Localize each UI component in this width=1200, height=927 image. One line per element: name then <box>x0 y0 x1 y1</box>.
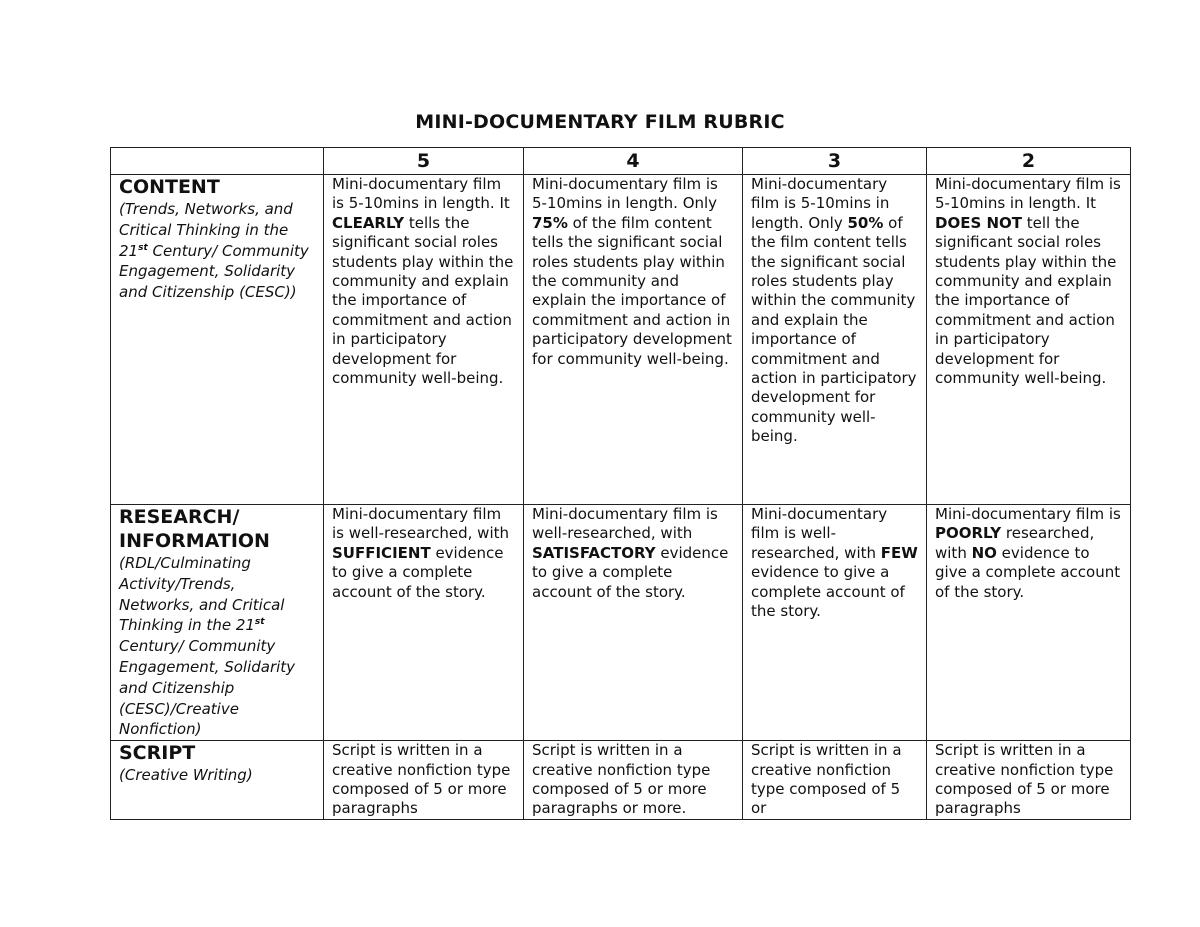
rubric-cell-script-5: Script is written in a creative nonfiction type composed of 5 or more paragraphs <box>324 741 524 820</box>
score-header-4: 4 <box>524 148 743 175</box>
table-row-content <box>111 175 1131 505</box>
rubric-cell-research-2: Mini-documentary film is POORLY researched, with NO evidence to give a complete account of the story. <box>927 505 1131 741</box>
rubric-cell-content-5: Mini-documentary film is 5-10mins in length. It CLEARLY tells the significant social roles students play within the community and explain the importance of commitment and action in participatory development for community well-being. <box>324 175 524 505</box>
criterion-description: (Trends, Networks, and Critical Thinking in the 21st Century/ Community Engagement, Solidarity and Citizenship (CESC)) <box>119 200 309 302</box>
table-row-research <box>111 505 1131 741</box>
rubric-cell-script-2: Script is written in a creative nonfiction type composed of 5 or more paragraphs <box>927 741 1131 820</box>
document-title: MINI-DOCUMENTARY FILM RUBRIC <box>415 111 785 133</box>
rubric-cell-content-2: Mini-documentary film is 5-10mins in length. It DOES NOT tell the significant social roles students play within the community and explain the importance of commitment and action in participatory development for community well-being. <box>927 175 1131 505</box>
rubric-cell-research-4: Mini-documentary film is well-researched, with SATISFACTORY evidence to give a complete account of the story. <box>524 505 743 741</box>
table-row-script <box>111 741 1131 820</box>
header-row <box>111 148 1131 175</box>
rubric-cell-script-4: Script is written in a creative nonfiction type composed of 5 or more paragraphs or more. <box>524 741 743 820</box>
rubric-cell-script-3: Script is written in a creative nonfiction type composed of 5 or <box>743 741 927 820</box>
criterion-cell-content <box>111 175 324 505</box>
score-header-3: 3 <box>743 148 927 175</box>
header-criteria-cell <box>111 148 324 175</box>
score-header-5: 5 <box>324 148 524 175</box>
rubric-cell-content-3: Mini-documentary film is 5-10mins in length. Only 50% of the film content tells the significant social roles students play within the community and explain the importance of commitment and action in participatory development for community well-being. <box>743 175 927 505</box>
rubric-cell-research-3: Mini-documentary film is well-researched, with FEW evidence to give a complete account of the story. <box>743 505 927 741</box>
criterion-title: CONTENT <box>119 176 220 198</box>
rubric-table <box>110 147 1131 820</box>
criterion-cell-research <box>111 505 324 741</box>
rubric-cell-research-5: Mini-documentary film is well-researched, with SUFFICIENT evidence to give a complete account of the story. <box>324 505 524 741</box>
criterion-description: (Creative Writing) <box>119 766 253 785</box>
criterion-title: RESEARCH/ INFORMATION <box>119 506 270 552</box>
criterion-cell-script <box>111 741 324 820</box>
rubric-cell-content-4: Mini-documentary film is 5-10mins in length. Only 75% of the film content tells the significant social roles students play within the community and explain the importance of commitment and action in participatory development for community well-being. <box>524 175 743 505</box>
criterion-title: SCRIPT <box>119 742 196 765</box>
criterion-description: (RDL/Culminating Activity/Trends, Networks, and Critical Thinking in the 21st Century/ Community Engagement, Solidarity and Citizenship (CESC)/Creative Nonfiction) <box>119 554 296 739</box>
score-header-2: 2 <box>927 148 1131 175</box>
